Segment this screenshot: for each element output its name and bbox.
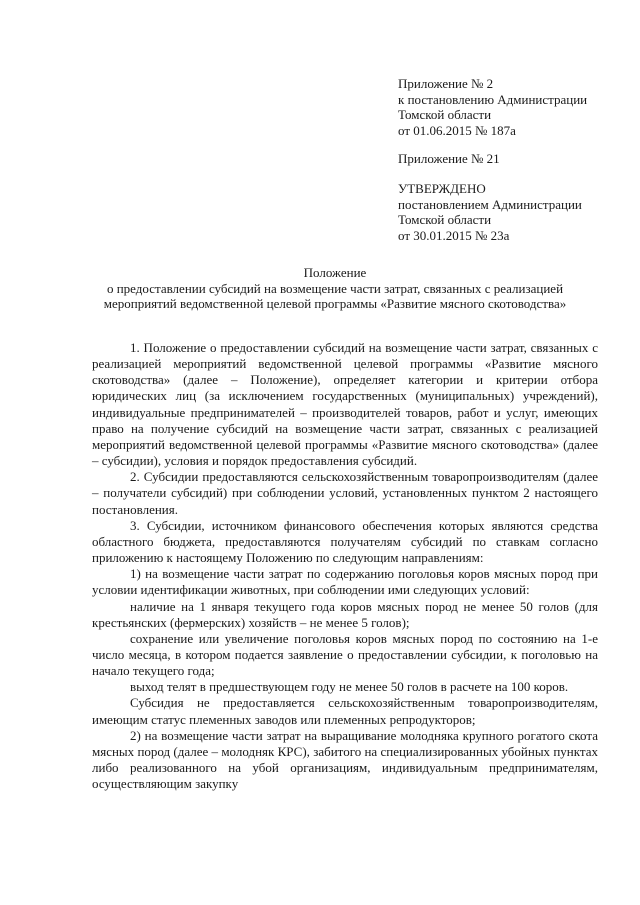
- appendix-1-line-2: к постановлению Администрации: [398, 91, 588, 107]
- document-title: [60, 265, 610, 312]
- appendix-2-line: Приложение № 21: [398, 151, 500, 166]
- paragraph-2: 2. Субсидии предоставляются сельскохозяйственным товаропроизводителям (далее – получатели субсидий) при соблюдении условий, установленных пунктом 2 настоящего постановления.: [92, 469, 598, 517]
- title-subtitle-line-2: мероприятий ведомственной целевой программы «Развитие мясного скотоводства»: [103, 296, 567, 312]
- paragraph-7: выход телят в предшествующем году не менее 50 голов в расчете на 100 коров.: [130, 679, 569, 695]
- appendix-1-line-3: Томской области: [398, 107, 492, 123]
- paragraph-4: 1) на возмещение части затрат по содержанию поголовья коров мясных пород при условии идентификации животных, при соблюдении ими следующих условий:: [92, 566, 598, 598]
- paragraph-5: наличие на 1 января текущего года коров мясных пород не менее 50 голов (для крестьянских (фермерских) хозяйств – не менее 5 голов);: [92, 598, 598, 630]
- approval-line-2: постановлением Администрации: [398, 196, 582, 212]
- approval-line-4: от 30.01.2015 № 23а: [398, 227, 510, 243]
- appendix-block-1: [398, 76, 628, 138]
- title-heading: Положение: [303, 265, 367, 280]
- document-body: [92, 340, 598, 792]
- paragraph-9: 2) на возмещение части затрат на выращивание молодняка крупного рогатого скота мясных пород (далее – молодняк КРС), забитого на специализированных убойных пунктах либо реализованного на убой организациям, индивидуальным предпринимателям, осуществляющим закупку: [92, 727, 598, 792]
- paragraph-1: 1. Положение о предоставлении субсидий на возмещение части затрат, связанных с реализацией мероприятий ведомственной целевой программы «Развитие мясного скотоводства» (далее – Положение), определяет категории и критерии отбора юридических лиц (за исключением государственных (муниципальных) учреждений), индивидуальные предпринимателей – производителей товаров, работ и услуг, имеющих право на получение субсидий на возмещение части затрат, связанных с реализацией мероприятий ведомственной целевой программы «Развитие мясного скотоводства» (далее – субсидии), условия и порядок предоставления субсидий.: [92, 340, 598, 469]
- paragraph-8: Субсидия не предоставляется сельскохозяйственным товаропроизводителям, имеющим статус племенных заводов или племенных репродукторов;: [92, 695, 598, 727]
- appendix-1-line-4: от 01.06.2015 № 187а: [398, 122, 516, 138]
- appendix-block-2: [398, 151, 628, 167]
- paragraph-6: сохранение или увеличение поголовья коров мясных пород по состоянию на 1-е число месяца, в котором подается заявление о предоставлении субсидии, к поголовью на начало текущего года;: [92, 630, 598, 679]
- approval-line-1: УТВЕРЖДЕНО: [398, 181, 486, 196]
- approval-line-3: Томской области: [398, 212, 492, 228]
- appendix-1-line-1: Приложение № 2: [398, 76, 494, 91]
- approval-block: [398, 181, 628, 243]
- title-subtitle-line-1: о предоставлении субсидий на возмещение части затрат, связанных с реализацией: [106, 280, 564, 296]
- paragraph-3: 3. Субсидии, источником финансового обеспечения которых являются средства областного бюджета, предоставляются получателям субсидий по ставкам согласно приложению к настоящему Положению по следующим направлениям:: [92, 517, 598, 566]
